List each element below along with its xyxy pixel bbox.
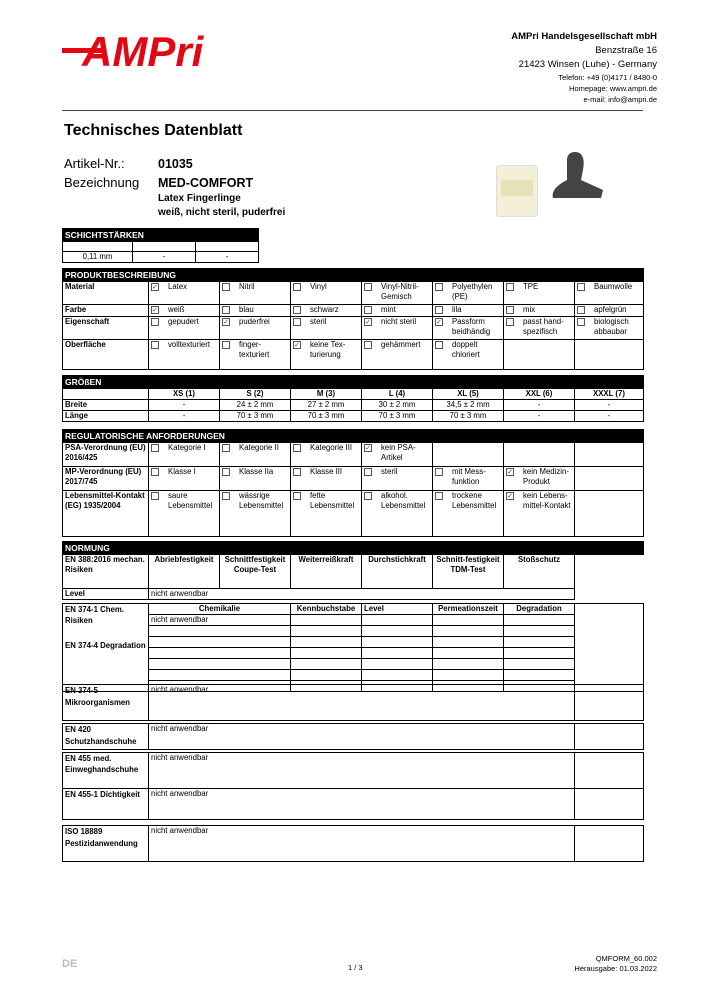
checkbox-label: kein Medizin-Produkt [523,467,569,486]
checked-box-icon[interactable]: ✓ [294,342,300,349]
company-email[interactable]: e-mail: info@ampri.de [583,95,657,104]
checked-box-icon[interactable]: ✓ [365,445,371,452]
checkbox-cell [220,467,291,491]
checkbox-icon[interactable] [293,444,301,452]
checkbox-label: mit Mess-funktion [452,467,486,486]
checkbox-label: gepudert [168,317,199,326]
produkt-table [62,268,644,370]
iso-table [62,825,644,862]
checkbox-label: Kategorie I [168,443,206,452]
schicht-value: - [133,252,196,263]
checkbox-icon[interactable] [222,468,230,476]
checkbox-icon[interactable] [577,283,585,291]
en388-label: EN 388:2016 mechan. Risiken [63,555,149,589]
en4551-na: nicht anwendbar [149,789,575,820]
checkbox-cell [362,282,433,305]
checkbox-cell [149,305,220,317]
checkbox-label: Polyethylen (PE) [452,282,493,301]
en388-na: nicht anwendbar [149,589,575,600]
en374-label: EN 374-1 Chem. Risiken [65,605,124,625]
checked-box-icon[interactable]: ✓ [152,307,158,314]
checkbox-icon[interactable] [435,306,443,314]
checkbox-cell [291,305,362,317]
checkbox-icon[interactable] [364,283,372,291]
size-value: 30 ± 2 mm [362,400,433,411]
produkt-title: PRODUKTBESCHREIBUNG [63,269,644,282]
en420-label: EN 420 Schutzhandschuhe [63,724,149,750]
checkbox-label: Latex [168,282,188,291]
schicht-table [62,228,259,263]
size-value: 70 ± 3 mm [291,411,362,422]
checkbox-label: alkohol. Lebensmittel [381,491,426,510]
company-city: 21423 Winsen (Luhe) - Germany [518,59,657,70]
checkbox-label: fette Lebensmittel [310,491,355,510]
size-value: - [504,411,575,422]
size-header: M (3) [291,389,362,400]
checkbox-label: wässrige Lebensmittel [239,491,284,510]
checkbox-cell [220,282,291,305]
checkbox-label: puderfrei [239,317,270,326]
en374-col: Level [362,604,433,615]
regul-title: REGULATORISCHE ANFORDERUNGEN [63,430,644,443]
size-header: XXL (6) [504,389,575,400]
checkbox-label: TPE [523,282,539,291]
checked-box-icon[interactable]: ✓ [507,469,513,476]
laenge-label: Länge [63,411,149,422]
checkbox-icon[interactable] [293,318,301,326]
checkbox-label: nicht steril [381,317,417,326]
checkbox-icon[interactable] [577,306,585,314]
checkbox-icon[interactable] [364,341,372,349]
checkbox-cell [291,443,362,467]
mp-label: MP-Verordnung (EU) 2017/745 [63,467,149,491]
checkbox-label: schwarz [310,305,339,314]
company-homepage[interactable]: Homepage: www.ampri.de [569,84,657,93]
footer-form-info [574,954,657,974]
checkbox-label: Vinyl-Nitril-Gemisch [381,282,419,301]
checkbox-icon[interactable] [506,283,514,291]
checkbox-label: steril [381,467,398,476]
schicht-value: 0,11 mm [63,252,133,263]
checkbox-label: keine Tex-turierung [310,340,346,359]
checkbox-label: Kategorie II [239,443,279,452]
en3745-na: nicht anwendbar [149,685,575,721]
checkbox-cell [433,340,504,370]
checkbox-icon[interactable] [222,492,230,500]
size-header: L (4) [362,389,433,400]
schicht-value: - [196,252,259,263]
checkbox-icon[interactable] [293,492,301,500]
checkbox-icon[interactable] [364,468,372,476]
checkbox-cell [362,340,433,370]
level-label: Level [63,589,149,600]
checkbox-icon[interactable] [506,318,514,326]
checkbox-cell [504,467,575,491]
en374-col: Kennbuchstabe [291,604,362,615]
checkbox-cell [291,340,362,370]
checkbox-cell [362,491,433,537]
checkbox-cell [291,467,362,491]
checkbox-cell [362,443,433,467]
normung-table [62,541,644,600]
size-value: 24 ± 2 mm [220,400,291,411]
page-number: 1 / 3 [348,963,363,972]
checkbox-cell [433,317,504,340]
checkbox-icon[interactable] [151,468,159,476]
checked-box-icon[interactable]: ✓ [436,319,442,326]
en4551-label: EN 455-1 Dichtigkeit [63,789,149,820]
checked-box-icon[interactable]: ✓ [365,319,371,326]
article-number: 01035 [158,157,193,171]
checkbox-label: Klasse I [168,467,196,476]
header-divider [62,110,643,111]
checkbox-icon[interactable] [364,492,372,500]
checkbox-cell [504,491,575,537]
en455-table [62,752,644,820]
checked-box-icon[interactable]: ✓ [152,284,158,291]
checkbox-label: biologisch abbaubar [594,317,629,336]
checkbox-label: kein PSA-Artikel [381,443,416,462]
en388-col: Schnittfestigkeit Coupe-Test [220,555,291,589]
checkbox-cell [220,317,291,340]
checkbox-icon[interactable] [293,283,301,291]
checkbox-cell [504,282,575,305]
checkbox-cell [149,282,220,305]
checkbox-cell [575,317,644,340]
checkbox-label: mix [523,305,536,314]
en374-col: Permeationszeit [433,604,504,615]
checkbox-icon[interactable] [364,306,372,314]
issue-date: Herausgabe: 01.03.2022 [574,964,657,973]
en388-col: Schnitt-festigkeit TDM-Test [433,555,504,589]
material-label: Material [63,282,149,305]
size-value: 70 ± 3 mm [433,411,504,422]
checkbox-cell [433,467,504,491]
en420-table [62,723,644,750]
farbe-label: Farbe [63,305,149,317]
checkbox-icon[interactable] [435,283,443,291]
checkbox-icon[interactable] [222,306,230,314]
checkbox-label: passt hand-spezifisch [523,317,564,336]
checkbox-label: mint [381,305,396,314]
ampri-logo [62,26,222,72]
en388-col: Abriebfestigkeit [149,555,220,589]
checkbox-icon[interactable] [435,468,443,476]
checkbox-icon[interactable] [435,492,443,500]
checkbox-label: Klasse IIa [239,467,274,476]
checkbox-icon[interactable] [151,318,159,326]
checkbox-cell [149,317,220,340]
checkbox-label: trockene Lebensmittel [452,491,497,510]
checkbox-cell [220,305,291,317]
eigenschaft-label: Eigenschaft [63,317,149,340]
size-value: 34,5 ± 2 mm [433,400,504,411]
en3745-table [62,684,644,721]
form-number: QMFORM_60.002 [595,954,657,963]
checkbox-icon[interactable] [577,318,585,326]
checkbox-label: apfelgrün [594,305,627,314]
checkbox-icon[interactable] [222,444,230,452]
checkbox-label: finger-texturiert [239,340,270,359]
checkbox-cell [149,467,220,491]
checkbox-icon[interactable] [151,444,159,452]
en374-col: Chemikalie [149,604,291,615]
size-value: 27 ± 2 mm [291,400,362,411]
regul-table [62,429,644,537]
checkbox-label: gehämmert [381,340,421,349]
checkbox-cell [433,491,504,537]
checkbox-cell [362,467,433,491]
article-label: Artikel-Nr.: [64,156,125,171]
checkbox-icon[interactable] [222,341,230,349]
size-value: - [575,400,644,411]
lm-label: Lebensmittel-Kontakt (EG) 1935/2004 [63,491,149,537]
breite-label: Breite [63,400,149,411]
checkbox-cell [575,282,644,305]
checkbox-cell [149,443,220,467]
checkbox-cell [362,305,433,317]
checkbox-icon[interactable] [293,468,301,476]
en374-na: nicht anwendbar [149,615,291,626]
company-address [417,30,657,105]
size-header: S (2) [220,389,291,400]
checkbox-icon[interactable] [151,341,159,349]
checkbox-cell [504,305,575,317]
en388-col: Durchstichkraft [362,555,433,589]
checkbox-label: Nitril [239,282,255,291]
size-value: - [149,400,220,411]
checkbox-cell [220,443,291,467]
name-label: Bezeichnung [64,175,140,190]
size-value: - [575,411,644,422]
checkbox-label: Vinyl [310,282,327,291]
checkbox-icon[interactable] [293,306,301,314]
en388-col: Stoßschutz [504,555,575,589]
size-header: XXXL (7) [575,389,644,400]
en3744-label: EN 374-4 Degradation [65,641,146,650]
size-value: 70 ± 3 mm [362,411,433,422]
checkbox-label: weiß [168,305,185,314]
oberflaeche-label: Oberfläche [63,340,149,370]
checkbox-label: blau [239,305,254,314]
checked-box-icon[interactable]: ✓ [223,319,229,326]
product-glove-image [545,150,605,200]
checkbox-icon[interactable] [506,306,514,314]
checkbox-cell [291,491,362,537]
en374-table [62,603,644,692]
size-value: - [504,400,575,411]
size-header: XL (5) [433,389,504,400]
iso-label: ISO 18889 Pestizidanwendung [63,826,149,862]
checkbox-label: kein Lebens-mittel-Kontakt [523,491,571,510]
checkbox-label: doppelt chloriert [452,340,480,359]
svg-text:AMPri: AMPri [82,28,204,72]
checkbox-cell [149,340,220,370]
checkbox-label: Baumwolle [594,282,633,291]
size-value: - [149,411,220,422]
company-phone: Telefon: +49 (0)4171 / 8480-0 [558,73,657,82]
checkbox-label: saure Lebensmittel [168,491,213,510]
checkbox-cell [504,317,575,340]
en388-col: Weiterreißkraft [291,555,362,589]
product-sub1: Latex Fingerlinge [158,193,241,204]
checked-box-icon[interactable]: ✓ [507,493,513,500]
checkbox-label: lila [452,305,462,314]
checkbox-cell [433,305,504,317]
checkbox-cell [575,305,644,317]
company-street: Benzstraße 16 [595,45,657,56]
checkbox-cell [291,282,362,305]
checkbox-label: Kategorie III [310,443,353,452]
en374-col: Degradation [504,604,575,615]
footer-language: DE [62,958,78,970]
en3745-label: EN 374-5 Mikroorganismen [63,685,149,721]
product-sub2: weiß, nicht steril, puderfrei [158,207,286,218]
checkbox-cell [220,340,291,370]
checkbox-icon[interactable] [435,341,443,349]
schicht-title: SCHICHTSTÄRKEN [63,229,259,242]
page-title: Technisches Datenblatt [64,122,243,139]
size-header: XS (1) [149,389,220,400]
checkbox-cell [220,491,291,537]
checkbox-label: volltexturiert [168,340,211,349]
groessen-title: GRÖßEN [63,376,644,389]
normung-title: NORMUNG [63,542,644,555]
checkbox-label: Klasse III [310,467,343,476]
company-name: AMPri Handelsgesellschaft mbH [511,31,657,42]
en455-na: nicht anwendbar [149,753,575,789]
checkbox-label: steril [310,317,327,326]
checkbox-cell [433,282,504,305]
checkbox-cell [291,317,362,340]
product-name: MED-COMFORT [158,176,254,190]
checkbox-cell [149,491,220,537]
en455-label: EN 455 med. Einweghandschuhe [63,753,149,789]
checkbox-icon[interactable] [151,492,159,500]
checkbox-label: Passform beidhändig [452,317,491,336]
product-bag-image [496,165,538,217]
psa-label: PSA-Verordnung (EU) 2016/425 [63,443,149,467]
checkbox-cell [362,317,433,340]
en374-labels [63,604,149,692]
checkbox-icon[interactable] [222,283,230,291]
en420-na: nicht anwendbar [149,724,575,750]
iso-na: nicht anwendbar [149,826,575,862]
size-value: 70 ± 3 mm [220,411,291,422]
groessen-table [62,375,644,422]
